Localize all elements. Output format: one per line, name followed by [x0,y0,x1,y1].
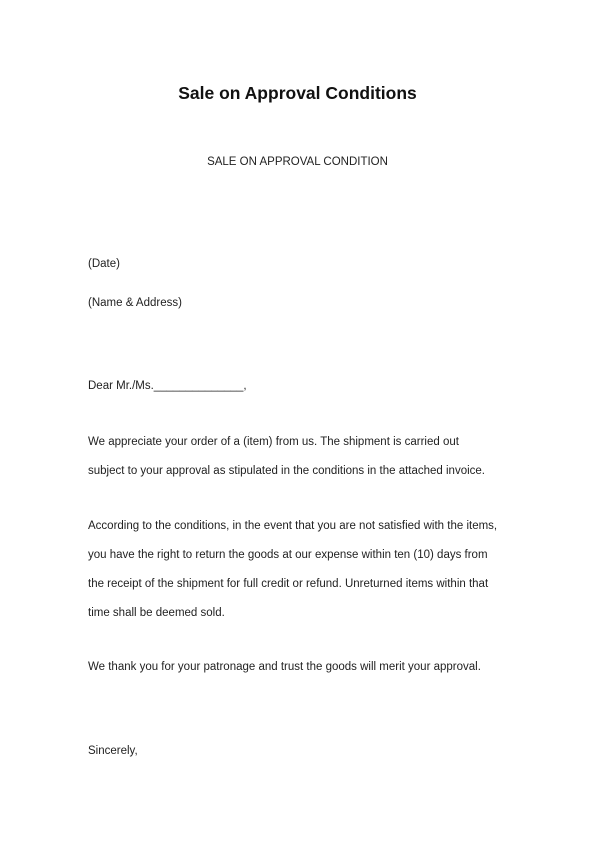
salutation: Dear Mr./Ms.______________, [88,380,247,392]
paragraph-1-line-1: We appreciate your order of a (item) from us. The shipment is carried out [88,436,459,448]
document-subtitle: SALE ON APPROVAL CONDITION [207,156,388,168]
paragraph-2-line-1: According to the conditions, in the event that you are not satisfied with the items, [88,520,498,532]
paragraph-1-line-2: subject to your approval as stipulated in the conditions in the attached invoice. [88,465,485,477]
document-title: Sale on Approval Conditions [178,83,417,103]
paragraph-2-line-3: the receipt of the shipment for full credit or refund. Unreturned items within that [88,578,489,590]
paragraph-2-line-4: time shall be deemed sold. [88,607,225,619]
paragraph-3-line-1: We thank you for your patronage and trust the goods will merit your approval. [88,661,481,673]
name-address-placeholder: (Name & Address) [88,297,182,309]
date-placeholder: (Date) [88,258,120,270]
paragraph-2-line-2: you have the right to return the goods at our expense within ten (10) days from [88,549,488,561]
closing: Sincerely, [88,745,138,757]
